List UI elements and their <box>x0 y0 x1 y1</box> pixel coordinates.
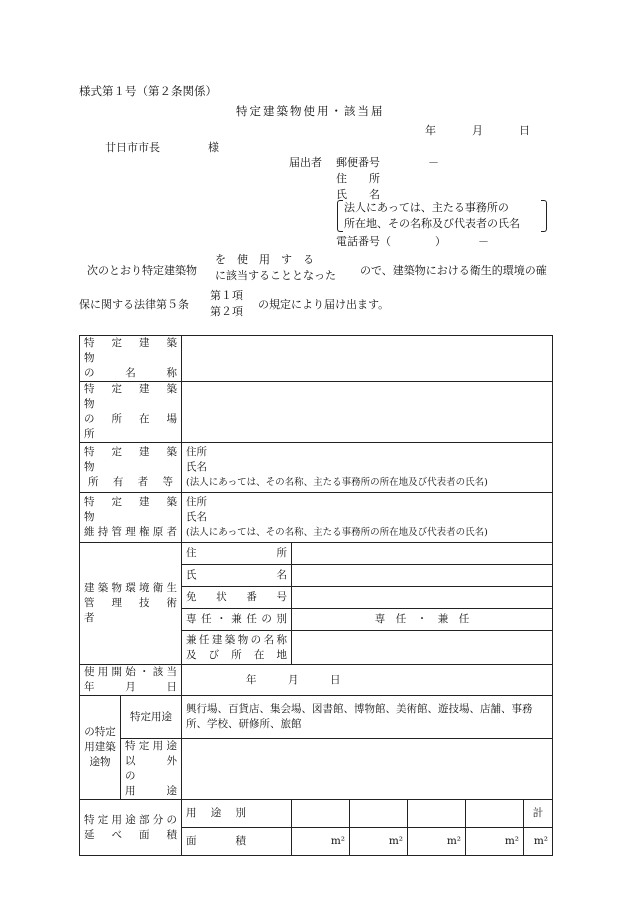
body-p1-option-applicable: に該当することとなった <box>215 269 336 282</box>
addressee-name: 廿日市市長 <box>105 141 160 154</box>
row-engineer-address <box>80 543 553 565</box>
body-p2-option-1: 第１項 <box>210 289 243 302</box>
specific-use-value[interactable]: 興行場、百貨店、集会場、図書館、博物館、美術館、遊技場、店舗、事務所、学校、研修所、旅館 <box>182 696 553 739</box>
owner-label: 特 定 建 築 物 所 有 者 等 <box>80 443 182 493</box>
postal-dash: － <box>428 156 439 169</box>
row-maintainer <box>80 493 553 543</box>
building-name-value[interactable] <box>182 336 553 382</box>
engineer-other-value[interactable] <box>292 631 553 665</box>
owner-corp-note: (法人にあっては、その名称、主たる事務所の所在地及び代表者の氏名) <box>186 477 488 488</box>
body-p2-right: の規定により届け出ます。 <box>258 298 390 311</box>
use-type-4[interactable] <box>466 800 524 828</box>
maintainer-corp-note: (法人にあっては、その名称、主たる事務所の所在地及び代表者の氏名) <box>186 527 488 538</box>
engineer-address-label: 住 所 <box>182 543 292 565</box>
engineer-address-value[interactable] <box>292 543 553 565</box>
location-label: 特 定 建 築 物 の 所 在 場 所 <box>80 382 182 443</box>
applicant-name-label: 氏 名 <box>336 188 380 201</box>
addressee-honorific: 様 <box>208 141 219 154</box>
use-type-2[interactable] <box>350 800 408 828</box>
row-specific-use <box>80 696 553 739</box>
notification-table <box>79 335 553 856</box>
maintainer-address-label: 住所 <box>186 496 207 508</box>
phone-dash: － <box>478 235 489 248</box>
maintainer-name-label: 氏名 <box>186 511 207 523</box>
body-p1-right: ので、建築物における衛生的環境の確 <box>360 264 547 277</box>
area-unit-3[interactable]: m² <box>408 828 466 856</box>
other-use-value[interactable] <box>182 739 553 800</box>
engineer-license-label: 免 状 番 号 <box>182 587 292 609</box>
engineer-label: 建築物環境衛生 管 理 技 術 者 <box>80 543 182 665</box>
floor-area-label: 特定用途部分の 延 べ 面 積 <box>80 800 182 856</box>
body-p2-left: 保に関する法律第５条 <box>79 298 189 311</box>
body-p2-option-2: 第２項 <box>210 305 243 318</box>
maintainer-value[interactable] <box>182 493 553 543</box>
engineer-duty-label: 専任・兼任の別 <box>182 609 292 631</box>
total-label: 計 <box>524 800 553 828</box>
body-p1-option-use: を 使 用 す る <box>215 253 314 266</box>
specific-use-label: 特定用途 <box>121 696 182 739</box>
other-use-label: 特定用途 以 外 の 用 途 <box>121 739 182 800</box>
start-date-value[interactable]: 年 月 日 <box>182 665 553 696</box>
engineer-other-label: 兼任建築物の名称 及 び 所 在 地 <box>182 631 292 665</box>
row-location <box>80 382 553 443</box>
row-area-use <box>80 800 553 828</box>
phone-label: 電話番号（ ） <box>336 235 446 248</box>
date-day: 日 <box>519 124 530 137</box>
location-value[interactable] <box>182 382 553 443</box>
start-date-label: 使用開始・該当 年 月 日 <box>80 665 182 696</box>
form-number: 様式第１号（第２条関係） <box>79 84 217 98</box>
applicant-label: 届出者 <box>289 156 322 169</box>
engineer-license-value[interactable] <box>292 587 553 609</box>
owner-address-label: 住所 <box>186 446 207 458</box>
building-name-label: 特 定 建 築 物 の 名 称 <box>80 336 182 382</box>
corp-note-line-1: 法人にあっては、主たる事務所の <box>344 201 509 214</box>
building-use-label: の特定 用建築 途物 <box>80 696 121 800</box>
engineer-duty-value[interactable]: 専 任 ・ 兼 任 <box>292 609 553 631</box>
area-label: 面 積 <box>182 828 292 856</box>
corp-note-bracket <box>344 200 540 232</box>
area-unit-4[interactable]: m² <box>466 828 524 856</box>
owner-value[interactable] <box>182 443 553 493</box>
owner-name-label: 氏名 <box>186 461 207 473</box>
use-type-3[interactable] <box>408 800 466 828</box>
corp-note-line-2: 所在地、その名称及び代表者の氏名 <box>344 217 520 230</box>
area-unit-2[interactable]: m² <box>350 828 408 856</box>
date-month: 月 <box>472 124 483 137</box>
area-unit-total[interactable]: m² <box>524 828 553 856</box>
applicant-address-label: 住 所 <box>336 172 380 185</box>
date-year: 年 <box>425 124 436 137</box>
row-other-use <box>80 739 553 800</box>
postal-label: 郵便番号 <box>336 156 380 169</box>
row-building-name <box>80 336 553 382</box>
engineer-name-value[interactable] <box>292 565 553 587</box>
row-owner <box>80 443 553 493</box>
area-unit-1[interactable]: m² <box>292 828 350 856</box>
body-p1-left: 次のとおり特定建築物 <box>87 264 197 277</box>
use-type-label: 用 途 別 <box>182 800 292 828</box>
engineer-name-label: 氏 名 <box>182 565 292 587</box>
maintainer-label: 特 定 建 築 物 維持管理権原者 <box>80 493 182 543</box>
row-start-date <box>80 665 553 696</box>
form-title: 特定建築物使用・該当届 <box>236 104 385 118</box>
use-type-1[interactable] <box>292 800 350 828</box>
